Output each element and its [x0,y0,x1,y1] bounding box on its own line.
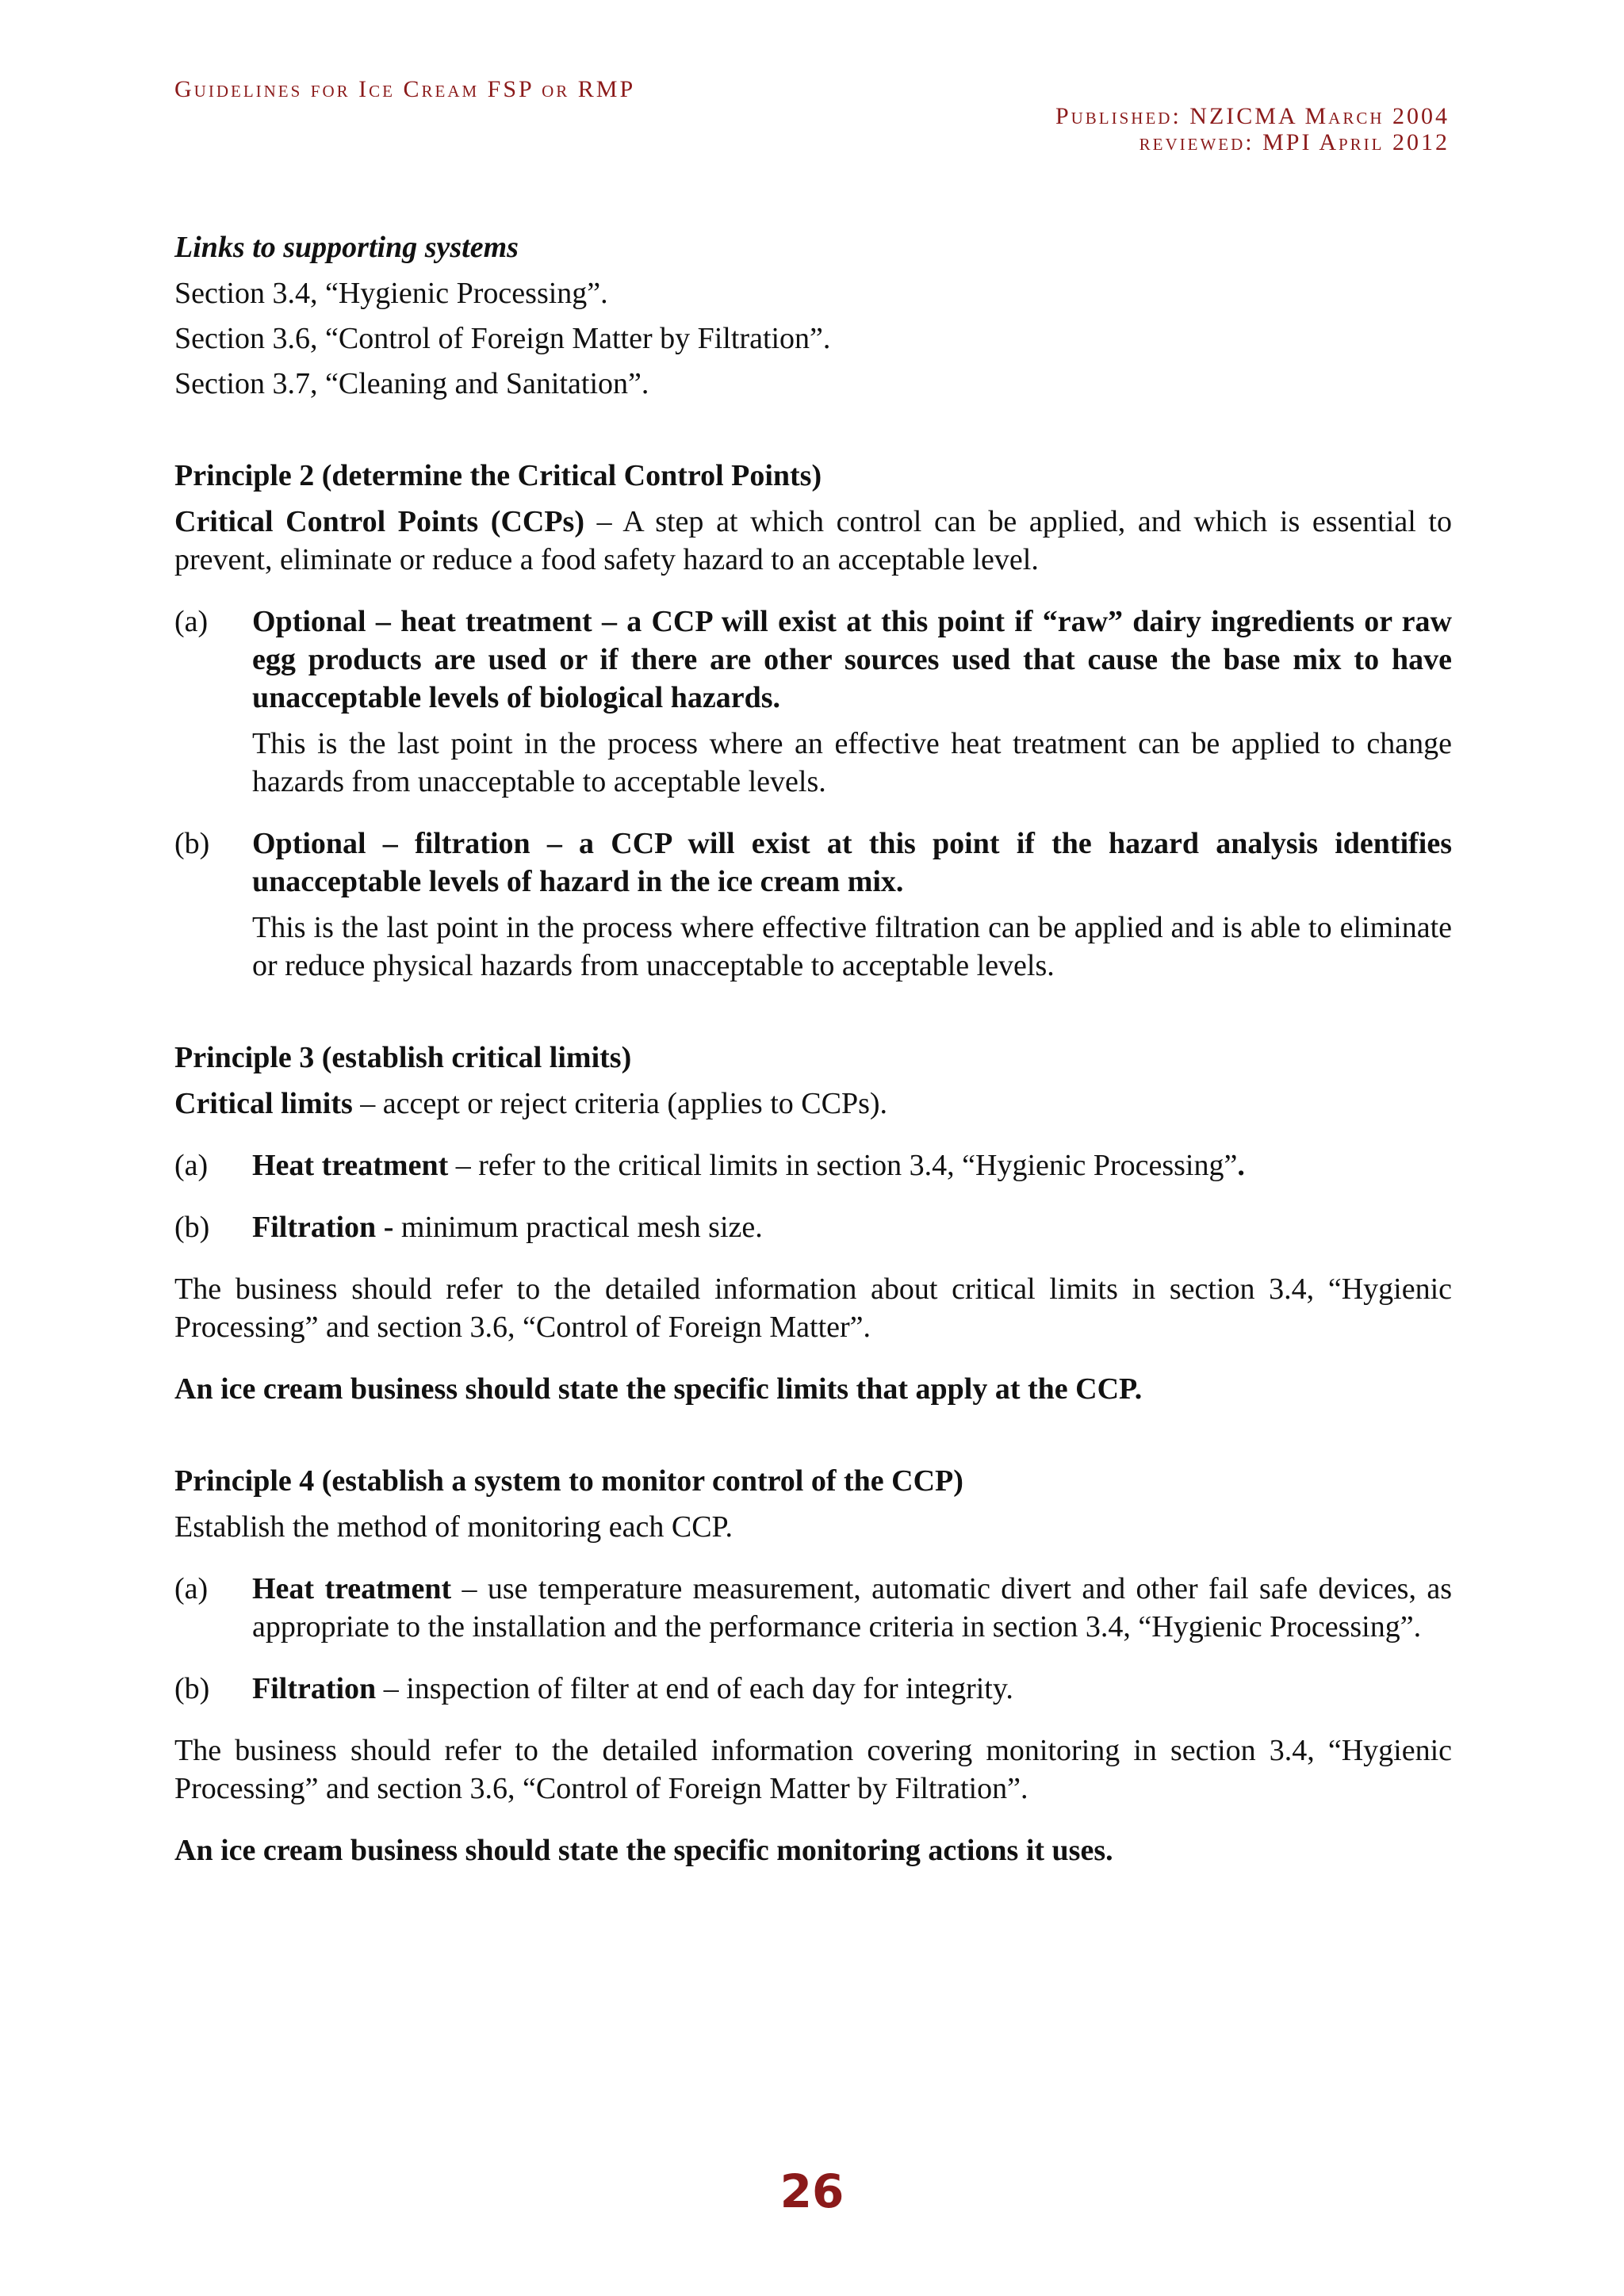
item-term: Heat treatment [252,1572,452,1605]
link-item: Section 3.4, “Hygienic Processing”. [174,277,608,310]
principle-2-heading: Principle 2 (determine the Critical Control Points) [174,459,822,492]
item-text [252,1146,1452,1184]
principle-2-definition [174,503,1452,579]
item-text [252,1208,1452,1246]
item-description: minimum practical mesh size. [393,1211,763,1244]
item-text: Optional – filtration – a CCP will exist at this point if the hazard analysis identifies unacceptable levels of hazard in the ice cream mix. [252,827,1452,898]
definition-text: – accept or reject criteria (applies to CCPs). [352,1087,888,1120]
link-item: Section 3.6, “Control of Foreign Matter by Filtration”. [174,322,831,355]
item-term: Filtration - [252,1211,394,1244]
item-tail: . [1237,1149,1245,1182]
item-label: (a) [174,1149,209,1182]
item-description: – inspection of filter at end of each day for integrity. [376,1672,1013,1705]
principle-2-item-b [174,825,1452,901]
item-note: This is the last point in the process where effective filtration can be applied and is able to eliminate or reduce physical hazards from unacceptable to acceptable levels. [252,911,1452,982]
page-number: 26 [779,2164,845,2218]
item-description: – use temperature measurement, automatic divert and other fail safe devices, as appropriate to the installation and the performance criteria in section 3.4, “Hygienic Processing”. [252,1572,1452,1644]
principle-3-paragraph: The business should refer to the detailed information about critical limits in section 3.4, “Hygienic Processing” and section 3.6, “Control of Foreign Matter”. [174,1272,1452,1344]
principle-3-definition [174,1085,1452,1123]
principle-4-intro: Establish the method of monitoring each CCP. [174,1510,733,1544]
principle-2-item-a [174,603,1452,717]
document-body [174,228,1452,1869]
running-header-published: Published: NZICMA March 2004 [1055,103,1450,129]
item-term: Heat treatment [252,1149,449,1182]
principle-3-heading: Principle 3 (establish critical limits) [174,1041,632,1074]
definition-text: – A step at which control can be applied, and which is essential to prevent, eliminate or reduce a food safety hazard to an acceptable level. [174,505,1452,576]
item-term: Filtration [252,1672,377,1705]
item-label: (a) [174,1572,209,1605]
link-item: Section 3.7, “Cleaning and Sanitation”. [174,367,649,400]
item-description: – refer to the critical limits in section 3.4, “Hygienic Processing” [448,1149,1238,1182]
running-header-reviewed: reviewed: MPI April 2012 [1139,129,1450,155]
principle-4-statement: An ice cream business should state the specific monitoring actions it uses. [174,1834,1113,1867]
principle-4-item-b [174,1670,1452,1708]
item-label: (b) [174,1211,210,1244]
principle-3-statement: An ice cream business should state the specific limits that apply at the CCP. [174,1372,1143,1406]
item-note: This is the last point in the process where an effective heat treatment can be applied to change hazards from unacceptable to acceptable levels. [252,727,1452,798]
item-text: Optional – heat treatment – a CCP will exist at this point if “raw” dairy ingredients or raw egg products are used or if there are other sources used that cause the base mix to have unacceptable levels of biological hazards. [252,605,1452,714]
item-text [252,1570,1452,1646]
item-text [252,1670,1452,1708]
principle-4-item-a [174,1570,1452,1646]
principle-4-paragraph: The business should refer to the detailed information covering monitoring in section 3.4, “Hygienic Processing” and section 3.6, “Control of Foreign Matter by Filtration”. [174,1734,1452,1805]
item-label: (b) [174,827,210,860]
definition-term: Critical limits [174,1087,353,1120]
links-heading: Links to supporting systems [174,231,519,264]
principle-3-item-a [174,1146,1452,1184]
principle-4-heading: Principle 4 (establish a system to monitor control of the CCP) [174,1464,963,1498]
definition-term: Critical Control Points (CCPs) [174,505,584,538]
principle-3-item-b [174,1208,1452,1246]
item-label: (a) [174,605,209,638]
running-header-title: Guidelines for Ice Cream FSP or RMP [174,76,636,102]
item-label: (b) [174,1672,210,1705]
